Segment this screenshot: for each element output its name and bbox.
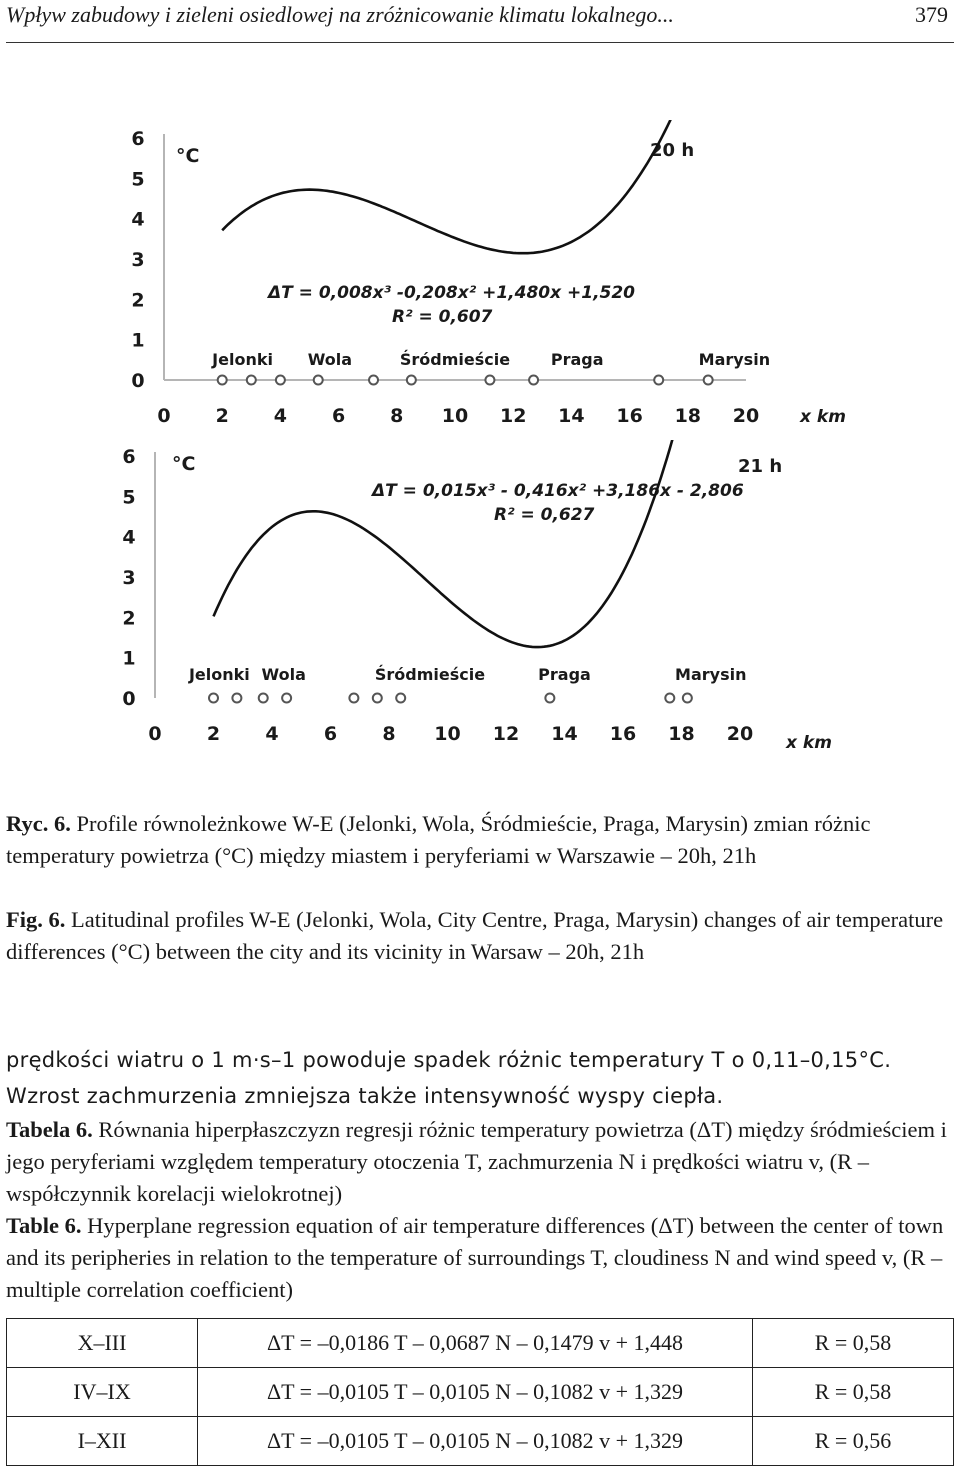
place-label: Śródmieście	[374, 665, 486, 684]
equation-cell: ΔT = –0,0105 T – 0,0105 N – 0,1082 v + 1,329	[198, 1417, 753, 1466]
regression-table	[6, 1318, 954, 1466]
figure-caption-pl	[6, 808, 954, 872]
data-point	[259, 694, 268, 703]
place-label: Jelonki	[212, 350, 273, 369]
data-point	[485, 376, 494, 385]
y-tick-label: 1	[122, 647, 136, 670]
y-tick-label: 4	[131, 208, 145, 231]
period-cell: X–III	[7, 1319, 198, 1368]
x-tick-label: 18	[674, 405, 702, 427]
r-squared-label: R² = 0,627	[494, 505, 595, 525]
table-caption-label: Table 6.	[6, 1213, 82, 1238]
x-tick-label: 6	[331, 405, 346, 427]
x-tick-label: 4	[273, 405, 288, 427]
data-point	[282, 694, 291, 703]
data-point	[529, 376, 538, 385]
x-tick-label: 6	[323, 723, 338, 745]
table-row	[7, 1368, 954, 1417]
y-tick-label: 3	[131, 249, 145, 271]
x-tick-label: 18	[668, 723, 695, 745]
r-cell: R = 0,58	[753, 1319, 954, 1368]
x-tick-label: 10	[441, 405, 469, 427]
unit-label: °C	[176, 145, 200, 167]
r-cell: R = 0,58	[753, 1368, 954, 1417]
place-label: Śródmieście	[399, 350, 511, 369]
data-point	[407, 376, 416, 385]
y-tick-label: 5	[122, 486, 136, 509]
place-label: Jelonki	[188, 665, 250, 684]
data-point	[665, 694, 674, 703]
data-point	[247, 376, 256, 385]
place-label: Marysin	[698, 350, 771, 369]
regression-curve	[214, 440, 697, 647]
regression-curve	[222, 120, 702, 253]
data-point	[396, 694, 405, 703]
chart-21h	[0, 440, 960, 780]
x-tick-label: 2	[206, 723, 221, 745]
data-point	[314, 376, 323, 385]
r-cell: R = 0,56	[753, 1417, 954, 1466]
data-point	[369, 376, 378, 385]
table-row	[7, 1319, 954, 1368]
table-caption-pl	[6, 1114, 954, 1210]
y-tick-label: 0	[131, 370, 145, 392]
x-tick-label: 8	[382, 723, 396, 745]
data-point	[373, 694, 382, 703]
y-tick-label: 4	[122, 526, 136, 549]
data-point	[545, 694, 554, 703]
x-tick-label: 0	[148, 723, 162, 745]
running-header	[6, 0, 954, 43]
x-tick-label: 4	[265, 723, 279, 745]
table-caption-en	[6, 1210, 954, 1306]
x-axis-label: x km	[786, 733, 832, 753]
y-tick-label: 1	[131, 329, 145, 352]
x-tick-label: 20	[726, 723, 754, 745]
x-tick-label: 12	[499, 405, 527, 427]
place-label: Wola	[307, 350, 353, 369]
x-tick-label: 8	[390, 405, 404, 427]
table-caption-label: Tabela 6.	[6, 1117, 93, 1142]
data-point	[349, 694, 358, 703]
place-label: Wola	[261, 665, 306, 684]
data-point	[232, 694, 241, 703]
page-number: 379	[915, 2, 948, 27]
x-tick-label: 14	[558, 405, 585, 427]
caption-text: Latitudinal profiles W-E (Jelonki, Wola, City Centre, Praga, Marysin) changes of air temperature differences (°C) between the city and its vicinity in Warsaw – 20h, 21h	[6, 907, 944, 964]
place-label: Praga	[538, 665, 591, 684]
unit-label: °C	[172, 453, 196, 475]
data-point	[276, 376, 285, 385]
figure-caption-en	[6, 904, 954, 968]
hour-label: 21 h	[738, 456, 783, 477]
place-label: Praga	[550, 350, 604, 369]
equation-cell: ΔT = –0,0105 T – 0,0105 N – 0,1082 v + 1,329	[198, 1368, 753, 1417]
x-tick-label: 16	[616, 405, 643, 427]
data-point	[683, 694, 692, 703]
y-tick-label: 0	[122, 688, 136, 710]
body-paragraph: prędkości wiatru o 1 m·s–1 powoduje spadek różnic temperatury T o 0,11–0,15°C. Wzrost zachmurzenia zmniejsza także intensywność wyspy ciepła.	[6, 1048, 892, 1108]
y-tick-label: 5	[131, 168, 145, 191]
x-tick-label: 20	[732, 405, 760, 427]
table-caption-text: Hyperplane regression equation of air temperature differences (ΔT) between the center of town and its peripheries in relation to the temperature of surroundings T, cloudiness N and wind speed v, (R – multiple correlation coefficient)	[6, 1213, 944, 1302]
x-tick-label: 0	[157, 405, 171, 427]
x-tick-label: 2	[215, 405, 229, 427]
period-cell: I–XII	[7, 1417, 198, 1466]
r-squared-label: R² = 0,607	[392, 307, 493, 327]
x-tick-label: 10	[434, 723, 461, 745]
equation-cell: ΔT = –0,0186 T – 0,0687 N – 0,1479 v + 1,448	[198, 1319, 753, 1368]
running-title: Wpływ zabudowy i zieleni osiedlowej na zróżnicowanie klimatu lokalnego...	[6, 2, 674, 27]
y-tick-label: 6	[122, 446, 136, 468]
period-cell: IV–IX	[7, 1368, 198, 1417]
caption-label: Fig. 6.	[6, 907, 66, 932]
data-point	[209, 694, 218, 703]
data-point	[704, 376, 713, 385]
regression-equation: ΔT = 0,008x³ -0,208x² +1,480x +1,520	[268, 283, 636, 303]
x-tick-label: 16	[609, 723, 637, 745]
table-row	[7, 1417, 954, 1466]
data-point	[218, 376, 227, 385]
y-tick-label: 3	[122, 567, 136, 589]
x-tick-label: 14	[551, 723, 578, 745]
table-caption-text: Równania hiperpłaszczyzn regresji różnic temperatury powietrza (ΔT) między śródmieściem i jego peryferiami względem temperatury otoczenia T, zachmurzenia N i prędkości wiatru v, (R – współczynnik korelacji wielokrotnej)	[6, 1117, 947, 1206]
x-axis-label: x km	[800, 407, 846, 427]
y-tick-label: 2	[122, 607, 136, 630]
y-tick-label: 2	[131, 289, 145, 312]
hour-label: 20 h	[650, 140, 695, 161]
caption-text: Profile równoleżnkowe W-E (Jelonki, Wola, Śródmieście, Praga, Marysin) zmian różnic temperatury powietrza (°C) między miastem i peryferiami w Warszawie – 20h, 21h	[6, 811, 871, 868]
regression-equation: ΔT = 0,015x³ - 0,416x² +3,186x - 2,806	[372, 481, 744, 501]
place-label: Marysin	[675, 665, 747, 684]
caption-label: Ryc. 6.	[6, 811, 71, 836]
x-tick-label: 12	[492, 723, 520, 745]
data-point	[654, 376, 663, 385]
y-tick-label: 6	[131, 128, 145, 150]
